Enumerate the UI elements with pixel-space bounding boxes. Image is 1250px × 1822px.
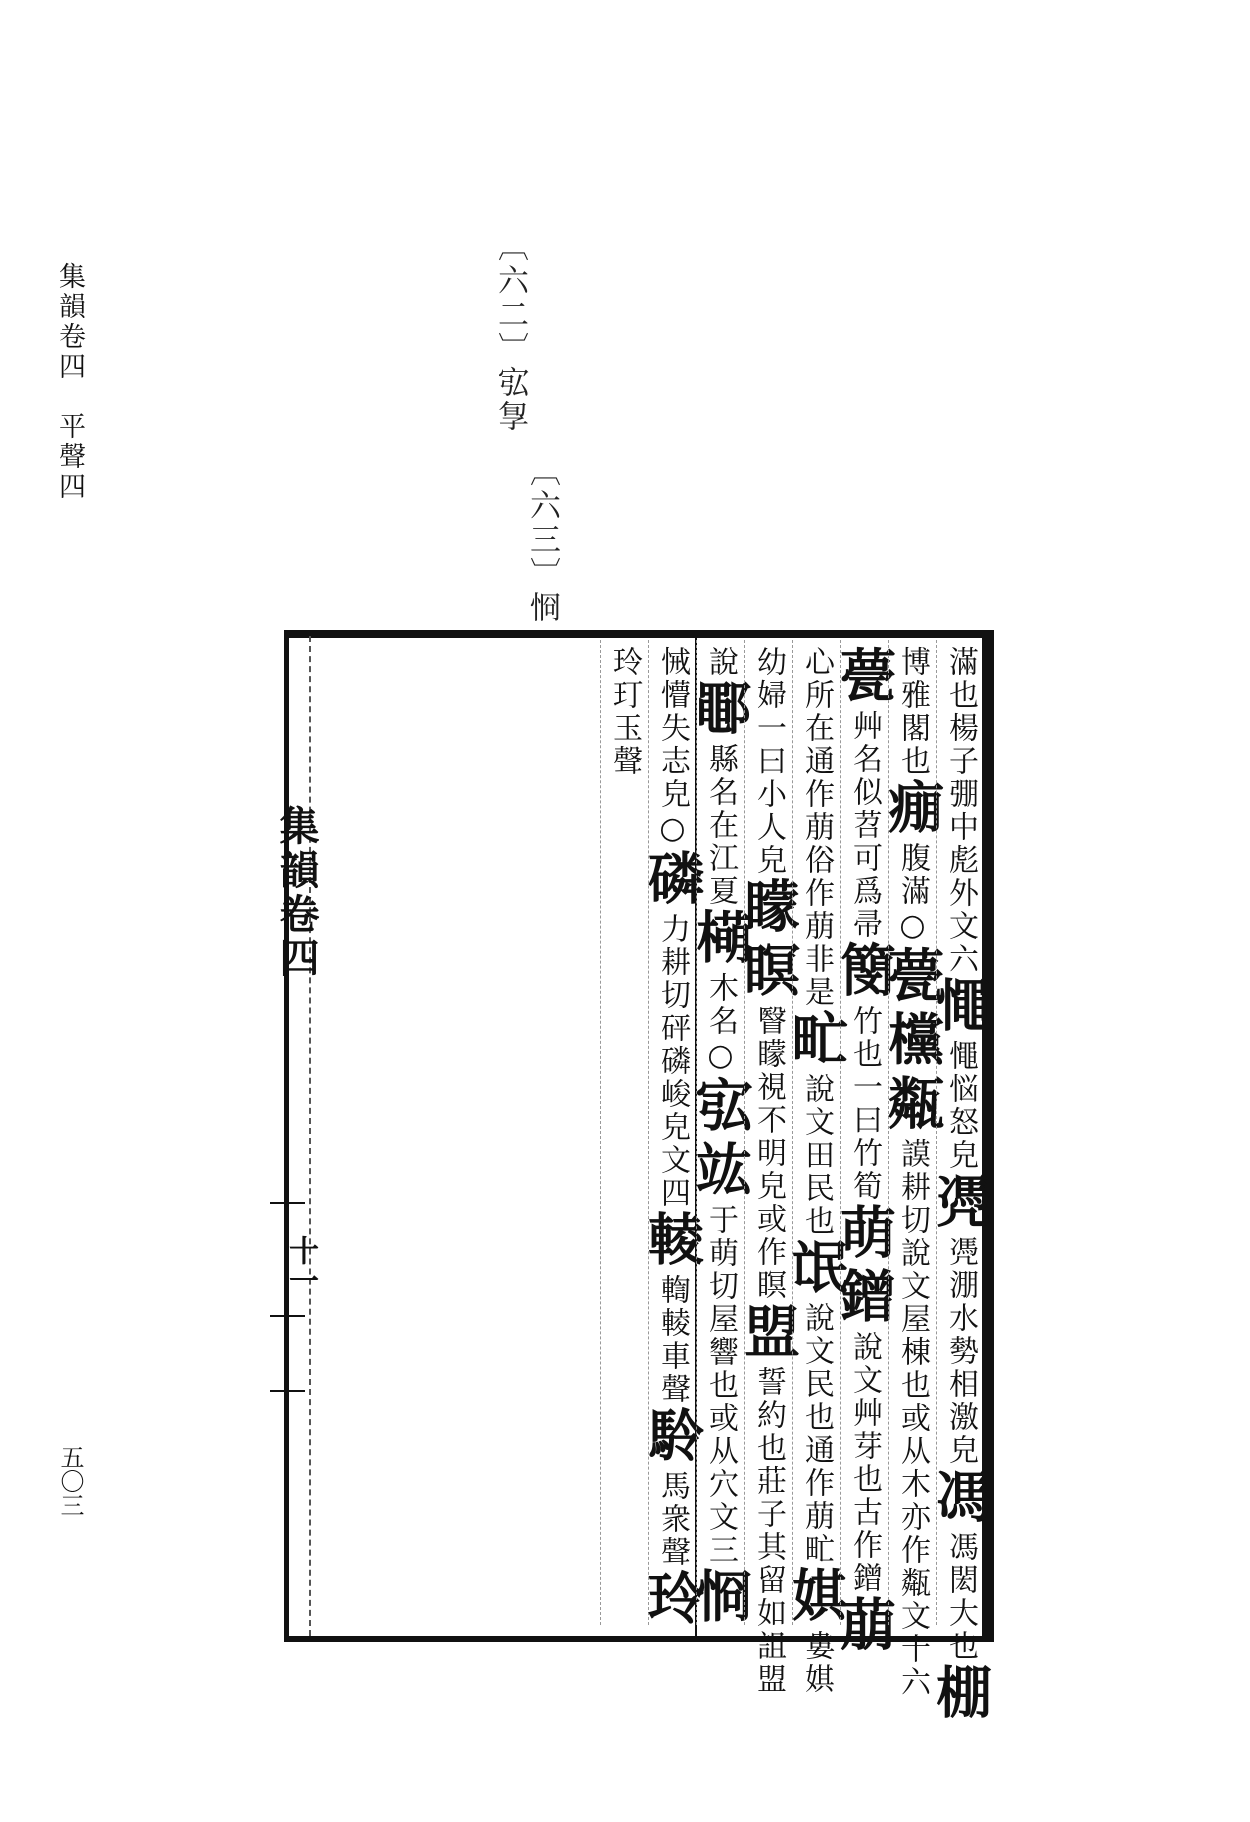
margin-column	[284, 636, 311, 1636]
headword: 橗	[687, 908, 753, 972]
headword: 萠	[831, 1595, 897, 1659]
gloss-text: 于萌切屋響也或从穴文三	[703, 1204, 738, 1567]
gloss-text: 馬衆聲	[655, 1470, 690, 1569]
collation-note-2: 〔六三〕㤯	[524, 455, 560, 625]
gloss-text: 博雅閣也	[895, 646, 930, 778]
headword: 玲	[639, 1569, 705, 1633]
gloss-text: 婁娸	[799, 1630, 834, 1696]
gloss-text: 滿也楊子弸中彪外文六	[943, 646, 978, 976]
headword: 憴	[927, 976, 993, 1040]
headword: 馮	[927, 1467, 993, 1531]
gloss-text: 誓約也莊子其留如詛盟	[751, 1366, 786, 1696]
center-title: 集韻卷四	[273, 805, 320, 981]
headword: 簢	[831, 941, 897, 1005]
gloss-text: ○	[703, 1038, 738, 1076]
gloss-text: 輷輘車聲	[655, 1274, 690, 1406]
gloss-text: 竹也一曰竹筍	[847, 1005, 882, 1203]
headword: 㤯	[687, 1567, 753, 1631]
center-folio: 十一	[283, 1235, 318, 1295]
fold-mark	[270, 1202, 305, 1204]
gloss-text: 幼婦一曰小人皃	[751, 646, 786, 877]
gloss-text: ○	[655, 811, 690, 849]
text-columns	[312, 640, 993, 1727]
gloss-text: 腹滿	[895, 842, 930, 908]
headword: 痭	[879, 778, 945, 842]
gloss-text: 瞖矇視不明皃或作瞑	[751, 1005, 786, 1302]
gloss-text: 艸名似苕可爲帚	[847, 710, 882, 941]
running-head: 集韻卷四 平聲四	[54, 262, 85, 502]
gloss-text: 悈懵失志皃	[655, 646, 690, 811]
gloss-text: 說	[703, 646, 738, 679]
headword: 鄳	[687, 679, 753, 743]
headword: 凴	[927, 1172, 993, 1236]
gloss-text: 說文民也通作萠甿	[799, 1302, 834, 1566]
headword: 矇瞑	[735, 877, 801, 1005]
headword: 棚	[927, 1663, 993, 1727]
gloss-text: 縣名在江夏	[703, 743, 738, 908]
headword: 娸	[783, 1566, 849, 1630]
gloss-text: 說文艸芽也古作鏳	[847, 1331, 882, 1595]
gloss-text: 玲玎玉聲	[607, 646, 642, 778]
headword: 輘	[639, 1210, 705, 1274]
text-column	[600, 640, 648, 1625]
gloss-text: 說文田民也	[799, 1073, 834, 1238]
fold-mark	[270, 1315, 305, 1317]
text-column	[927, 640, 993, 1727]
gloss-text: 憴悩怒皃	[943, 1040, 978, 1172]
gloss-text: 木名	[703, 972, 738, 1038]
headword: 甍欓甐	[879, 946, 945, 1138]
fold-mark	[270, 1390, 305, 1392]
headword: 甍	[831, 646, 897, 710]
headword: 甿	[783, 1009, 849, 1073]
headword: 氓	[783, 1238, 849, 1302]
headword: 盟	[735, 1302, 801, 1366]
gloss-text: 心所在通作萠俗作萠非是	[799, 646, 834, 1009]
headword: 駖	[639, 1406, 705, 1470]
gloss-text: 力耕切砰磷峻皃文四	[655, 913, 690, 1210]
headword: 萌鏳	[831, 1203, 897, 1331]
collation-note-1: 〔六二〕宖㝁	[492, 230, 528, 434]
gloss-text: 謨耕切說文屋棟也或从木亦作甐文十六	[895, 1138, 930, 1699]
gloss-text: 馮閎大也	[943, 1531, 978, 1663]
text-column	[783, 640, 849, 1696]
gloss-text: ○	[895, 908, 930, 946]
headword: 宖竑	[687, 1076, 753, 1204]
text-column	[687, 640, 753, 1631]
gloss-text: 凴淜水勢相激皃	[943, 1236, 978, 1467]
page-number: 五〇三	[56, 1445, 84, 1517]
headword: 磷	[639, 849, 705, 913]
text-column	[735, 640, 801, 1696]
